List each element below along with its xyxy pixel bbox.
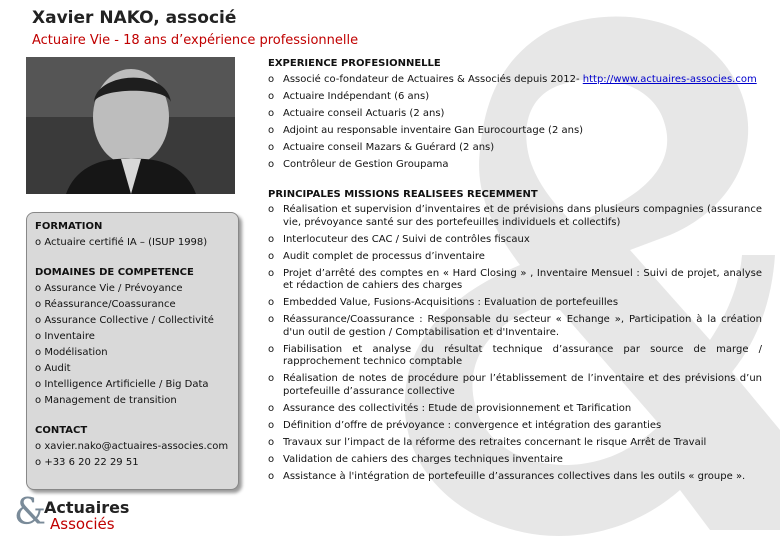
portrait-icon	[26, 57, 235, 194]
main-content	[268, 58, 762, 488]
domaine-item: o Audit	[35, 363, 71, 374]
mission-item: o Réalisation de notes de procédure pour l’établissement de l’inventaire et des prévisions d’un portefeuille d’assurance collective	[268, 373, 762, 397]
domaines-heading: DOMAINES DE COMPETENCE	[35, 267, 194, 278]
domaine-item: o Assurance Collective / Collectivité	[35, 315, 214, 326]
mission-item: o Embedded Value, Fusions-Acquisitions : Evaluation de portefeuilles	[268, 297, 619, 308]
domaine-item: o Intelligence Artificielle / Big Data	[35, 379, 209, 390]
domaine-item: o Management de transition	[35, 395, 177, 406]
domaine-item: o Modélisation	[35, 347, 108, 358]
experience-item: o Actuaire conseil Actuaris (2 ans)	[268, 107, 445, 119]
formation-heading: FORMATION	[35, 221, 103, 232]
mission-item: o Assurance des collectivités : Etude de provisionnement et Tarification	[268, 402, 632, 414]
experience-item: o Contrôleur de Gestion Groupama	[268, 158, 449, 170]
contact-heading: CONTACT	[35, 425, 88, 436]
missions-heading: PRINCIPALES MISSIONS REALISEES RECEMMENT	[268, 188, 538, 200]
mission-item: o Réassurance/Coassurance : Responsable du secteur « Echange », Participation à la création d'un outil de gestion / Comptabilisation et d'Inventaire.	[268, 314, 762, 338]
person-name: Xavier NAKO, associé	[32, 8, 237, 28]
person-subtitle: Actuaire Vie - 18 ans d’expérience professionnelle	[32, 33, 359, 48]
sidebar-box	[26, 212, 239, 490]
mission-item: o Validation de cahiers des charges techniques inventaire	[268, 453, 563, 465]
company-logo	[14, 492, 154, 536]
mission-item: o Travaux sur l’impact de la réforme des retraites concernant le risque Arrêt de Travail	[268, 436, 707, 448]
website-link[interactable]: http://www.actuaires-associes.com	[582, 73, 757, 85]
formation-item: o Actuaire certifié IA – (ISUP 1998)	[35, 237, 208, 248]
logo-ampersand: &	[14, 492, 47, 533]
contact-phone[interactable]: o +33 6 20 22 29 51	[35, 457, 139, 468]
mission-item: o Définition d’offre de prévoyance : convergence et intégration des garanties	[268, 419, 662, 431]
profile-photo	[26, 57, 235, 194]
mission-item: o Interlocuteur des CAC / Suivi de contrôles fiscaux	[268, 233, 530, 245]
domaine-item: o Assurance Vie / Prévoyance	[35, 283, 183, 294]
contact-email[interactable]: o xavier.nako@actuaires-associes.com	[35, 441, 229, 452]
experience-heading: EXPERIENCE PROFESIONNELLE	[268, 58, 441, 69]
mission-item: o Assistance à l'intégration de portefeuille d’assurances collectives dans les outils « groupe ».	[268, 470, 746, 482]
mission-item: o Projet d’arrêté des comptes en « Hard Closing » , Inventaire Mensuel : Suivi de projet, analyse et rédaction de cahiers des charges	[268, 267, 762, 291]
domaine-item: o Réassurance/Coassurance	[35, 299, 176, 310]
logo-line-1: Actuaires	[44, 498, 130, 517]
domaine-item: o Inventaire	[35, 331, 95, 342]
mission-item: o Fiabilisation et analyse du résultat technique d’assurance par source de marge / rapprochement technico comptable	[268, 343, 762, 367]
mission-item: o Réalisation et supervision d’inventaires et de prévisions dans plusieurs compagnies (assurance vie, prévoyance santé sur des portefeuilles individuels et collectifs)	[268, 204, 762, 228]
experience-item: o Actuaire conseil Mazars & Guérard (2 ans)	[268, 141, 495, 153]
experience-item: o Actuaire Indépendant (6 ans)	[268, 90, 430, 102]
experience-item: o Adjoint au responsable inventaire Gan Eurocourtage (2 ans)	[268, 124, 584, 136]
experience-item: o Associé co-fondateur de Actuaires & Associés depuis 2012- http://www.actuaires-associes.com	[268, 73, 757, 85]
mission-item: o Audit complet de processus d’inventaire	[268, 250, 485, 262]
logo-line-2: Associés	[50, 515, 115, 533]
